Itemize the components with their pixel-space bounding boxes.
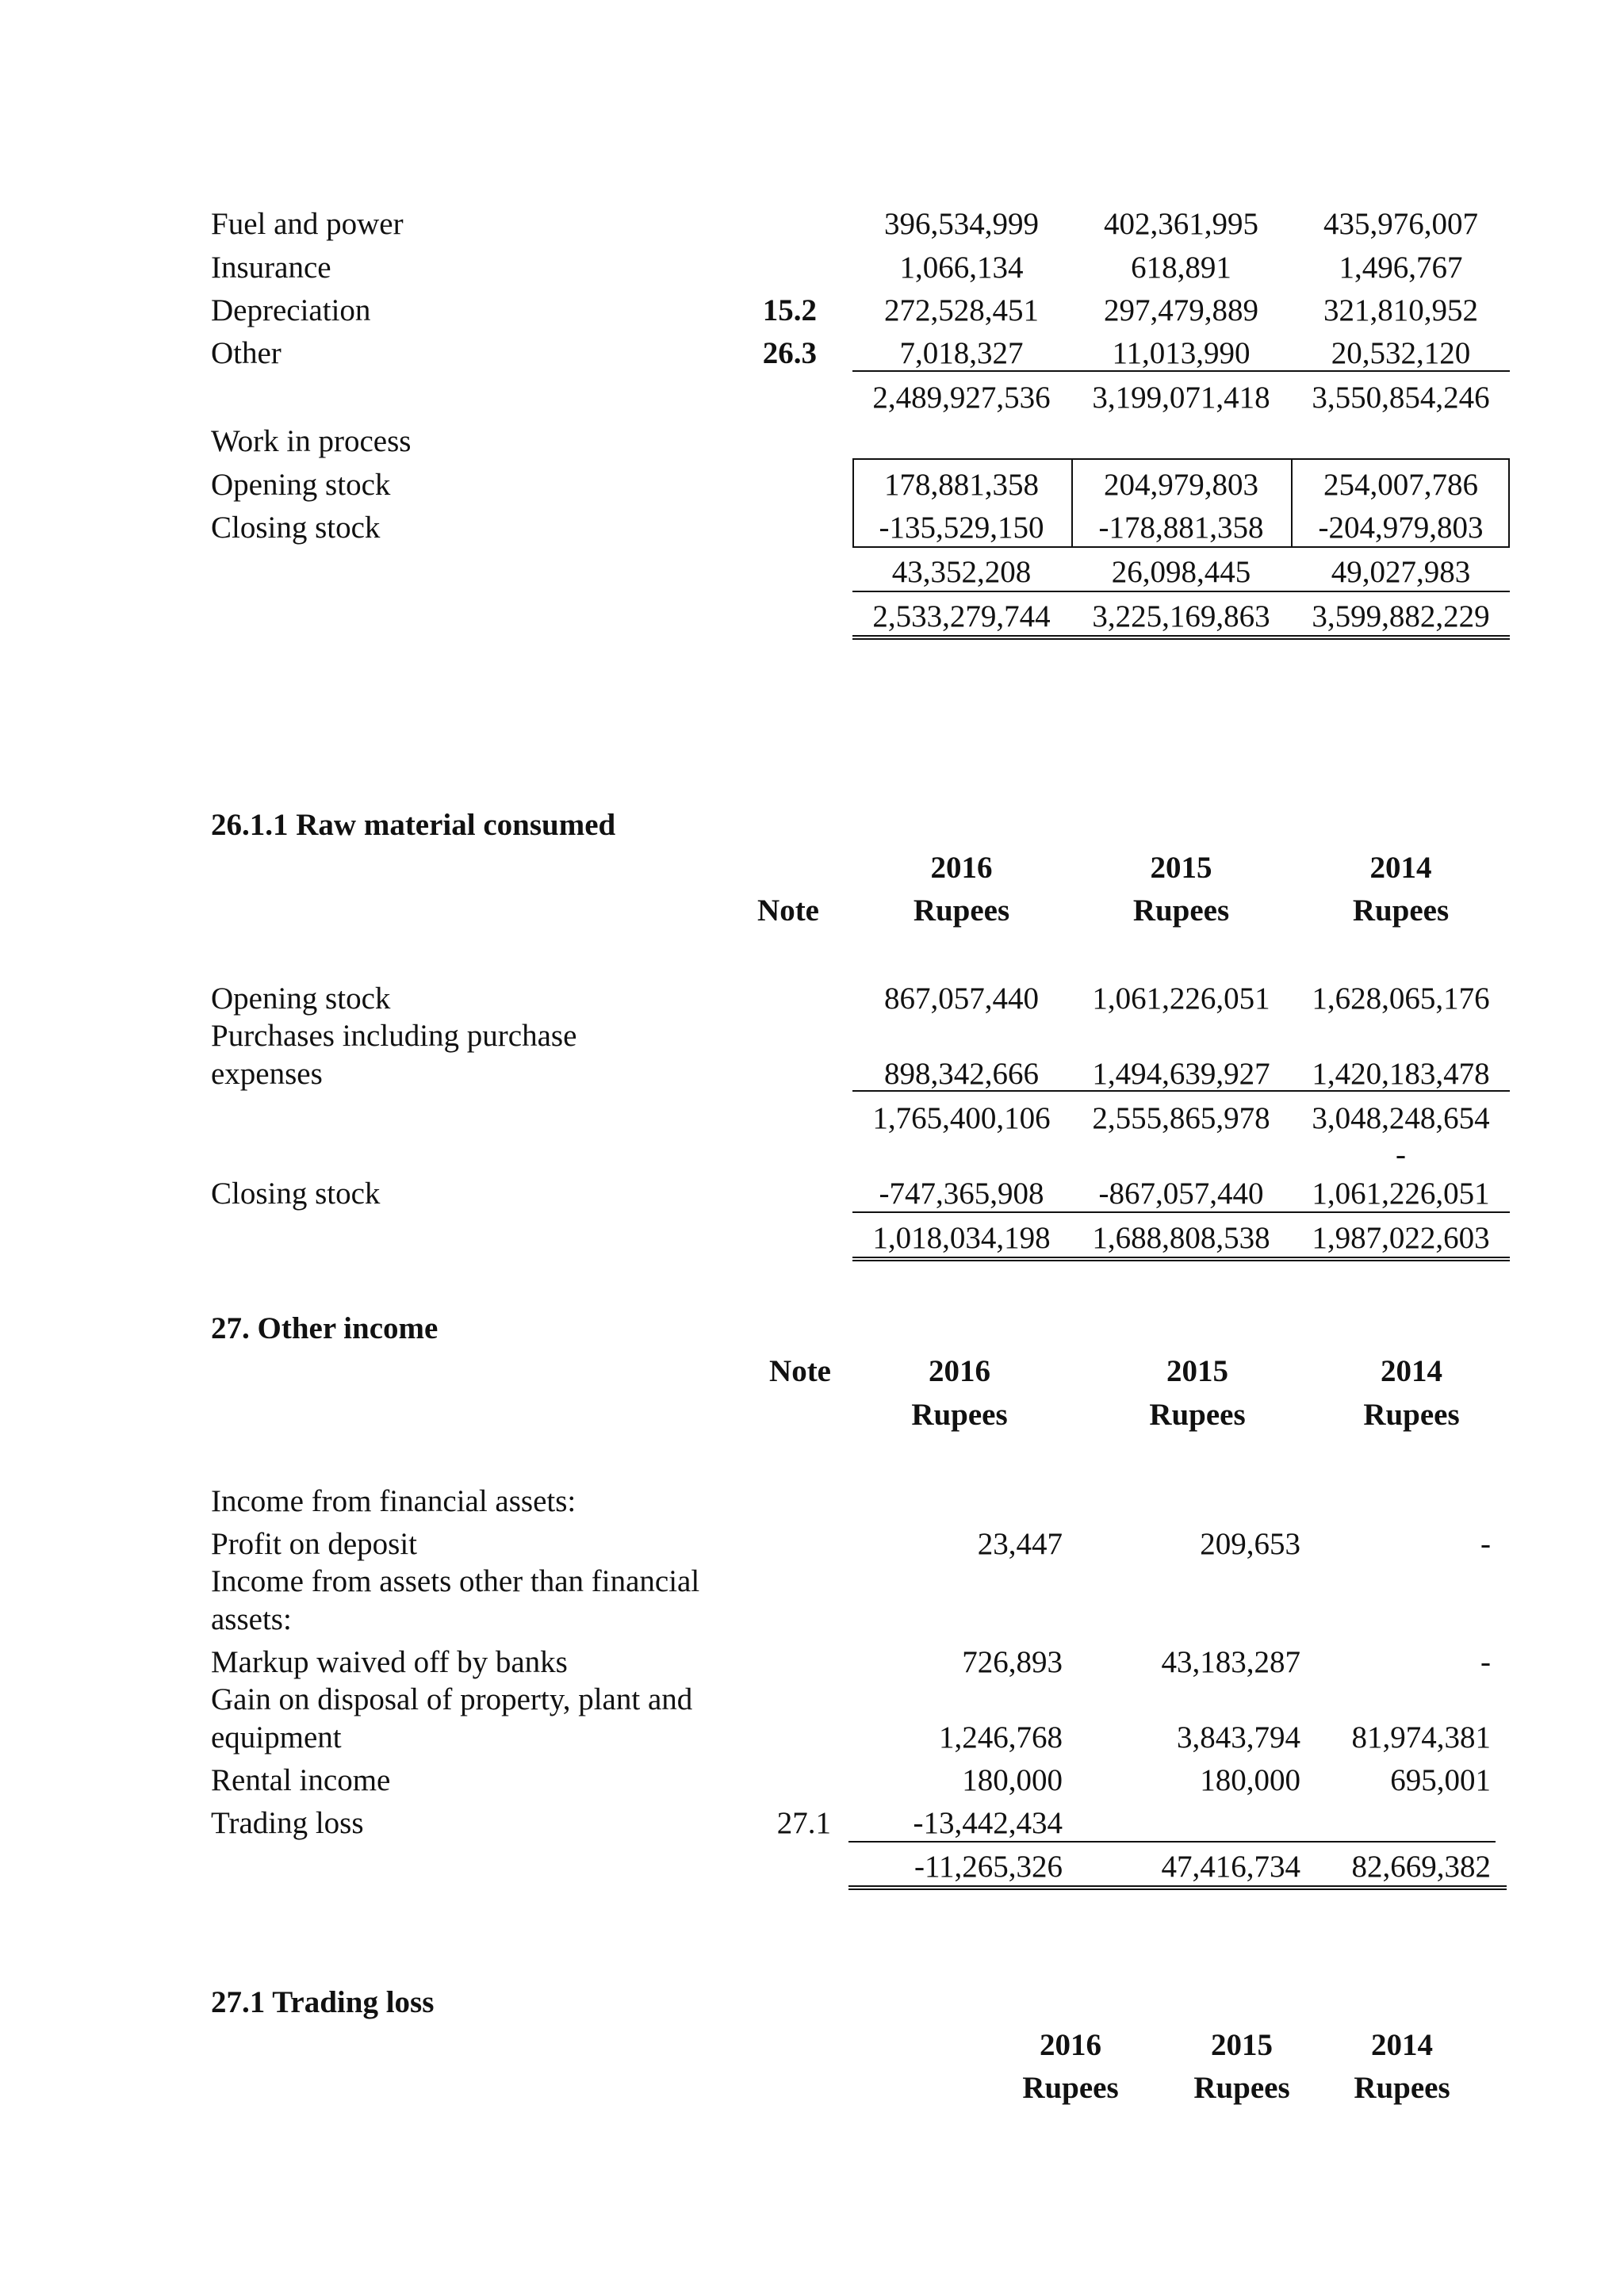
value-2014: 1,628,065,176 [1312,982,1490,1016]
currency-header: Rupees [911,1398,1008,1432]
value-2016: 180,000 [962,1763,1063,1797]
row-label: Fuel and power [211,207,404,241]
year-header-2016: 2016 [930,851,993,885]
currency-header: Rupees [1193,2071,1290,2105]
value-2014: 321,810,952 [1323,293,1478,327]
group-label: assets: [211,1602,292,1636]
value-2015: 209,653 [1200,1527,1300,1561]
value-2014: 254,007,786 [1323,468,1478,502]
value-2015: 11,013,990 [1112,336,1251,370]
year-header-2015: 2015 [1211,2028,1273,2062]
row-label: Closing stock [211,511,381,545]
currency-header: Rupees [1132,894,1230,928]
value-2015: 43,183,287 [1161,1645,1300,1679]
group-label: Income from financial assets: [211,1484,576,1518]
row-label: Other [211,336,282,370]
value-2016: 1,066,134 [899,251,1024,285]
total-2016: 2,533,279,744 [872,599,1051,633]
row-label: Profit on deposit [211,1527,417,1561]
year-header-2014: 2014 [1381,1354,1442,1388]
value-2014: - [1480,1527,1491,1561]
value-2014: 1,420,183,478 [1312,1057,1490,1091]
year-header-2015: 2015 [1166,1354,1228,1388]
note-ref: 15.2 [762,293,817,327]
currency-header: Rupees [1354,2071,1450,2105]
value-2014: - [1480,1645,1491,1679]
subtotal-2015: 2,555,865,978 [1092,1101,1270,1135]
value-2015: 1,494,639,927 [1092,1057,1270,1091]
value-2015: 180,000 [1200,1763,1300,1797]
double-underline [852,1257,1510,1261]
value-2016: -747,365,908 [879,1177,1044,1211]
subtotal-2016: 1,765,400,106 [872,1101,1051,1135]
row-label: Trading loss [211,1806,364,1840]
total-2015: 1,688,808,538 [1092,1221,1270,1255]
year-header-2014: 2014 [1369,851,1432,885]
year-header-2016: 2016 [929,1354,990,1388]
row-label: Opening stock [211,982,391,1016]
value-2016: 23,447 [977,1527,1063,1561]
row-label: expenses [211,1057,323,1091]
value-2014: 20,532,120 [1331,336,1471,370]
value-2015: 3,843,794 [1177,1720,1300,1755]
section-title: 26.1.1 Raw material consumed [211,808,616,842]
currency-header: Rupees [1022,2071,1119,2105]
note-ref: 26.3 [762,336,817,370]
section-title: 27.1 Trading loss [211,1985,435,2019]
row-label: equipment [211,1720,342,1755]
total-2016: 1,018,034,198 [872,1221,1051,1255]
row-label: Purchases including purchase [211,1019,577,1053]
note-ref: 27.1 [776,1806,831,1840]
currency-header: Rupees [1149,1398,1246,1432]
value-2014: 1,496,767 [1339,251,1463,285]
value-2015: 204,979,803 [1104,468,1258,502]
value-2016: 272,528,451 [884,293,1039,327]
row-label: Gain on disposal of property, plant and [211,1682,693,1716]
value-2016: 7,018,327 [899,336,1024,370]
row-label: Opening stock [211,468,391,502]
value-2015: 402,361,995 [1104,207,1258,241]
wip-heading: Work in process [211,424,412,458]
subtotal-2014: 3,550,854,246 [1312,381,1490,415]
row-label: Depreciation [211,293,371,327]
note-header: Note [757,894,819,928]
total-rule [852,591,1510,592]
total-2015: 3,225,169,863 [1092,599,1270,633]
value-2015: -178,881,358 [1098,511,1264,545]
group-label: Income from assets other than financial [211,1564,700,1598]
total-2014: 3,599,882,229 [1312,599,1490,633]
subtotal-2016: 2,489,927,536 [872,381,1051,415]
double-underline [848,1885,1507,1890]
total-rule [852,1211,1510,1213]
total-2014: 1,987,022,603 [1312,1221,1490,1255]
total-2016: -11,265,326 [914,1850,1063,1884]
value-2014: -204,979,803 [1318,511,1484,545]
value-2014: 435,976,007 [1323,207,1478,241]
value-2016: 178,881,358 [884,468,1039,502]
double-underline [852,635,1510,640]
value-2015: 618,891 [1131,251,1231,285]
value-2015: -867,057,440 [1098,1177,1264,1211]
value-2016: -13,442,434 [913,1806,1063,1840]
year-header-2016: 2016 [1040,2028,1101,2062]
year-header-2015: 2015 [1150,851,1212,885]
value-2016: -135,529,150 [879,511,1044,545]
value-2014: 81,974,381 [1351,1720,1491,1755]
year-header-2014: 2014 [1371,2028,1433,2062]
value-2016: 43,352,208 [891,555,1032,589]
currency-header: Rupees [1352,894,1450,928]
value-2015: 26,098,445 [1111,555,1251,589]
subtotal-2015: 3,199,071,418 [1092,381,1270,415]
currency-header: Rupees [913,894,1010,928]
value-2016: 1,246,768 [939,1720,1063,1755]
row-label: Rental income [211,1763,391,1797]
section-title: 27. Other income [211,1311,439,1345]
subtotal-rule [852,1090,1510,1092]
subtotal-rule [848,1841,1496,1843]
total-2015: 47,416,734 [1161,1850,1300,1884]
value-2014: 695,001 [1390,1763,1491,1797]
subtotal-rule [852,370,1510,372]
value-2014: 49,027,983 [1331,555,1471,589]
value-2016: 726,893 [962,1645,1063,1679]
value-2015: 297,479,889 [1104,293,1258,327]
row-label: Markup waived off by banks [211,1645,568,1679]
negative-sign: - [1396,1138,1406,1172]
total-2014: 82,669,382 [1351,1850,1491,1884]
value-2016: 396,534,999 [884,207,1039,241]
row-label: Insurance [211,251,331,285]
value-2016: 867,057,440 [884,982,1039,1016]
value-2016: 898,342,666 [884,1057,1039,1091]
note-header: Note [769,1354,831,1388]
value-2014: 1,061,226,051 [1312,1177,1490,1211]
subtotal-2014: 3,048,248,654 [1312,1101,1490,1135]
value-2015: 1,061,226,051 [1092,982,1270,1016]
row-label: Closing stock [211,1177,381,1211]
currency-header: Rupees [1363,1398,1460,1432]
